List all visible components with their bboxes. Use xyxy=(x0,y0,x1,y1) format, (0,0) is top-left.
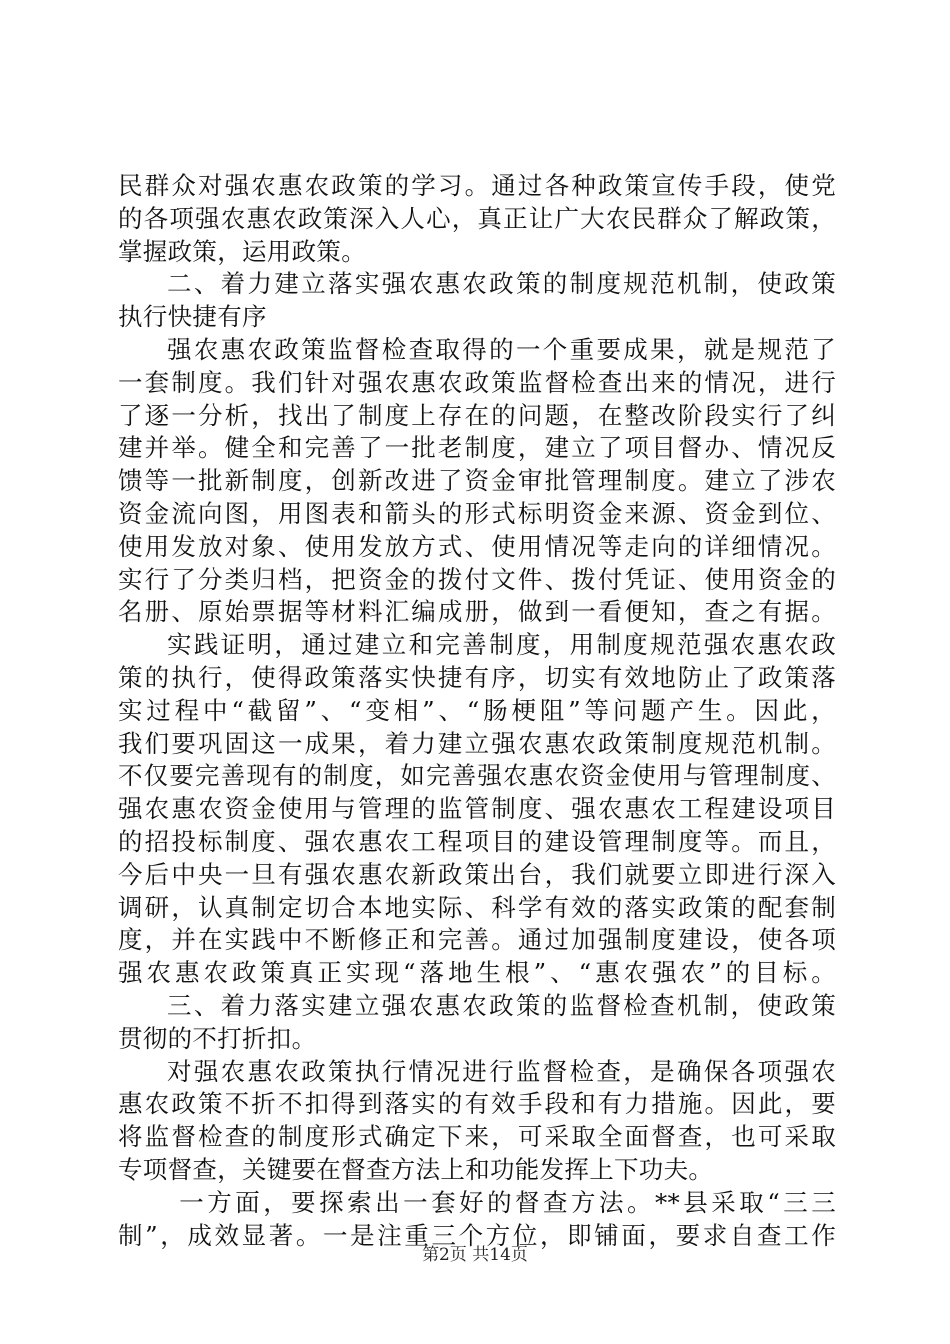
text-line: 名册、原始票据等材料汇编成册，做到一看便知，查之有据。 xyxy=(118,597,836,627)
text-line: 今后中央一旦有强农惠农新政策出台，我们就要立即进行深入 xyxy=(118,859,836,889)
text-line: 将监督检查的制度形式确定下来，可采取全面督查，也可采取 xyxy=(118,1122,836,1152)
text-line: 一套制度。我们针对强农惠农政策监督检查出来的情况，进行 xyxy=(118,367,836,397)
text-line: 实践证明，通过建立和完善制度，用制度规范强农惠农政 xyxy=(167,630,836,660)
text-line: 强农惠农政策真正实现“落地生根”、“惠农强农”的目标。 xyxy=(118,958,836,988)
text-line: 馈等一批新制度，创新改进了资金审批管理制度。建立了涉农 xyxy=(118,466,836,496)
page-footer: 第2页 共14页 xyxy=(422,1245,528,1265)
text-line: 对强农惠农政策执行情况进行监督检查，是确保各项强农 xyxy=(167,1056,836,1086)
text-line: 不仅要完善现有的制度，如完善强农惠农资金使用与管理制度、 xyxy=(118,761,836,791)
text-line: 制”，成效显著。一是注重三个方位，即铺面，要求自查工作 xyxy=(118,1220,836,1250)
text-line: 贯彻的不打折扣。 xyxy=(118,1023,317,1053)
text-line: 强农惠农政策监督检查取得的一个重要成果，就是规范了 xyxy=(167,334,836,364)
text-line: 了逐一分析，找出了制度上存在的问题，在整改阶段实行了纠 xyxy=(118,400,836,430)
text-line: 三、着力落实建立强农惠农政策的监督检查机制，使政策 xyxy=(167,990,836,1020)
text-line: 惠农政策不折不扣得到落实的有效手段和有力措施。因此，要 xyxy=(118,1089,836,1119)
text-line: 使用发放对象、使用发放方式、使用情况等走向的详细情况。 xyxy=(118,531,836,561)
text-line: 调研，认真制定切合本地实际、科学有效的落实政策的配套制 xyxy=(118,892,836,922)
text-line: 掌握政策，运用政策。 xyxy=(118,236,366,266)
text-line: 资金流向图，用图表和箭头的形式标明资金来源、资金到位、 xyxy=(118,498,836,528)
text-line: 强农惠农资金使用与管理的监管制度、强农惠农工程建设项目 xyxy=(118,794,836,824)
text-line: 执行快捷有序 xyxy=(118,302,267,332)
text-line: 度，并在实践中不断修正和完善。通过加强制度建设，使各项 xyxy=(118,925,836,955)
text-line: 建并举。健全和完善了一批老制度，建立了项目督办、情况反 xyxy=(118,433,836,463)
text-line: 一方面，要探索出一套好的督查方法。**县采取“三三 xyxy=(179,1187,836,1217)
document-body xyxy=(118,170,836,1252)
text-line: 的招投标制度、强农惠农工程项目的建设管理制度等。而且， xyxy=(118,826,836,856)
text-line: 二、着力建立落实强农惠农政策的制度规范机制，使政策 xyxy=(167,269,836,299)
text-line: 实行了分类归档，把资金的拨付文件、拨付凭证、使用资金的 xyxy=(118,564,836,594)
text-line: 实过程中“截留”、“变相”、“肠梗阻”等问题产生。因此， xyxy=(118,695,836,725)
text-line: 策的执行，使得政策落实快捷有序，切实有效地防止了政策落 xyxy=(118,662,836,692)
text-line: 我们要巩固这一成果，着力建立强农惠农政策制度规范机制。 xyxy=(118,728,836,758)
text-line: 民群众对强农惠农政策的学习。通过各种政策宣传手段，使党 xyxy=(118,171,836,200)
text-line: 的各项强农惠农政策深入人心，真正让广大农民群众了解政策， xyxy=(118,203,836,233)
text-line: 专项督查，关键要在督查方法上和功能发挥上下功夫。 xyxy=(118,1154,714,1184)
